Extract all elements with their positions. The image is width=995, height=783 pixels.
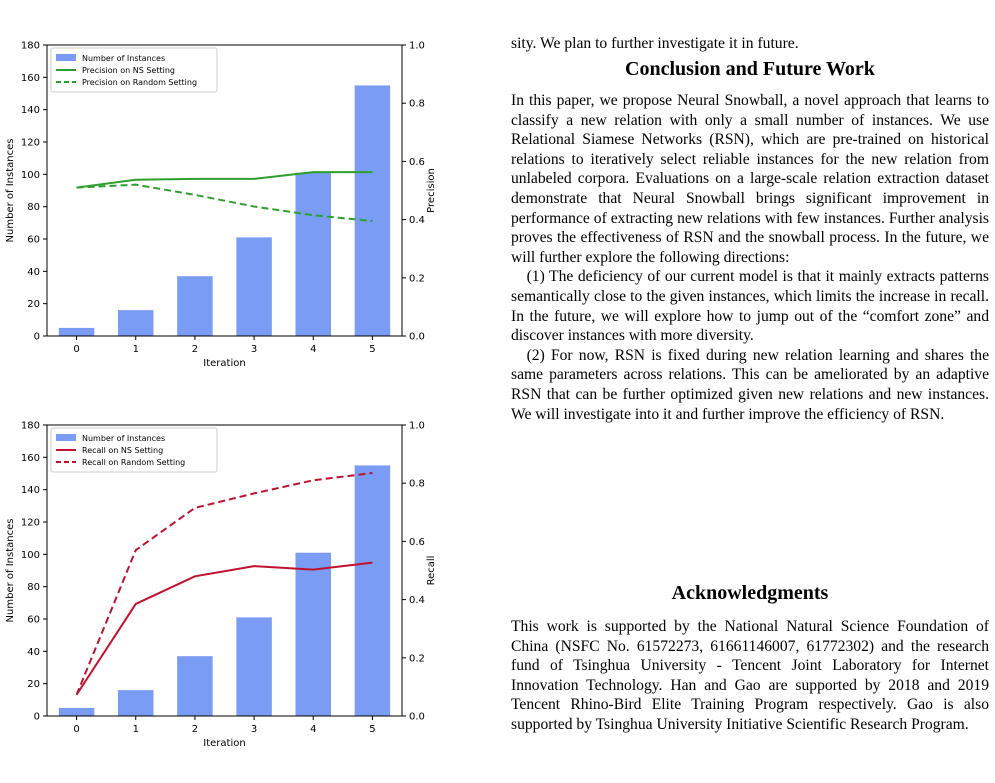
left-tick-label: 140: [20, 485, 40, 497]
legend-entry-label: Recall on Random Setting: [82, 458, 186, 467]
x-tick-label: 1: [132, 724, 139, 735]
right-tick-label: 0.8: [409, 98, 425, 110]
legend: [51, 428, 217, 472]
right-tick-label: 0.6: [409, 536, 425, 548]
conclusion-heading: Conclusion and Future Work: [625, 58, 875, 80]
right-tick-label: 0.0: [409, 711, 425, 723]
bar-iteration-1: [118, 310, 154, 336]
bar-iteration-5: [355, 85, 391, 336]
x-axis-label: Iteration: [203, 358, 246, 369]
x-tick-label: 3: [250, 724, 258, 735]
x-tick-label: 0: [73, 724, 80, 735]
x-tick-label: 4: [310, 724, 317, 735]
left-tick-label: 60: [27, 614, 40, 626]
right-tick-label: 0.2: [409, 273, 425, 285]
left-tick-label: 80: [27, 202, 40, 214]
conclusion-paragraph-1: In this paper, we propose Neural Snowball, a novel approach that learns to classify a new relation with only a small number of instances. We use Relational Siamese Networks (RSN), which are pre-trained on historical relations to iteratively select reliable instances for the new relation from unlabeled corpora. Evaluations on a large-scale relation extraction dataset demonstrate that Neural Snowball brings significant improvement in performance of extracting new relations with few instances. Further analysis proves the effectiveness of RSN and the snowball process. In the future, we will further explore the following directions:: [511, 92, 989, 266]
right-tick-label: 1.0: [409, 420, 425, 432]
x-tick-label: 2: [191, 724, 199, 735]
left-tick-label: 100: [20, 549, 40, 561]
left-tick-label: 20: [27, 679, 40, 691]
previous-paragraph-tail: [511, 34, 989, 54]
x-tick-label: 3: [250, 344, 258, 355]
bar-iteration-4: [296, 173, 332, 336]
acknowledgments-heading: Acknowledgments: [671, 582, 829, 604]
conclusion-paragraph-2: (1) The deficiency of our current model is that it mainly extracts patterns semantically close to the given instances, which limits the increase in recall. In the future, we will explore how to jump out of the “comfort zone” and discover instances with more diversity.: [511, 268, 989, 345]
left-tick-label: 60: [27, 234, 40, 246]
right-tick-label: 0.4: [409, 595, 425, 607]
bar-iteration-0: [59, 708, 94, 716]
legend-entry-label: Recall on NS Setting: [82, 446, 164, 455]
right-tick-label: 0.4: [409, 215, 425, 227]
x-tick-label: 4: [310, 344, 317, 355]
bar-iteration-1: [118, 690, 154, 716]
bar-iteration-3: [236, 617, 271, 716]
left-tick-label: 20: [27, 299, 40, 311]
left-tick-label: 180: [20, 40, 40, 52]
x-tick-label: 5: [369, 724, 376, 735]
x-tick-label: 5: [369, 344, 376, 355]
recall-chart: [0, 410, 470, 778]
legend-entry-label: Precision on NS Setting: [82, 66, 175, 75]
legend-swatch-bar: [56, 434, 76, 441]
right-tick-label: 1.0: [409, 40, 425, 52]
left-tick-label: 0: [33, 331, 40, 343]
x-tick-label: 2: [191, 344, 199, 355]
left-tick-label: 40: [27, 266, 40, 278]
x-axis-label: Iteration: [203, 738, 246, 749]
legend-entry-label: Precision on Random Setting: [82, 78, 198, 87]
right-tick-label: 0.0: [409, 331, 425, 343]
left-tick-label: 120: [20, 517, 40, 529]
left-tick-label: 160: [20, 452, 40, 464]
left-tick-label: 0: [33, 711, 40, 723]
bar-iteration-0: [59, 328, 94, 336]
right-tick-label: 0.8: [409, 478, 425, 490]
y2-axis-label: Precision: [426, 168, 437, 213]
y-axis-label: Number of Instances: [5, 138, 16, 243]
legend-entry-label: Number of Instances: [82, 434, 166, 443]
acknowledgments-paragraph: This work is supported by the National Natural Science Foundation of China (NSFC No. 61572273, 61661146007, 61772302) and the research fund of Tsinghua University - Tencent Joint Laboratory for Internet Innovation Technology. Han and Gao are supported by 2018 and 2019 Tencent Rhino-Bird Elite Training Program respectively. Gao is also supported by Tsinghua University Initiative Scientific Research Program.: [511, 618, 989, 733]
left-tick-label: 180: [20, 420, 40, 432]
y-axis-label: Number of Instances: [5, 518, 16, 623]
left-tick-label: 160: [20, 72, 40, 84]
precision-chart: [0, 30, 470, 375]
y2-axis-label: Recall: [426, 555, 437, 586]
bar-iteration-4: [296, 553, 332, 716]
recall-chart-svg: [0, 410, 470, 778]
conclusion-body: [511, 91, 989, 424]
conclusion-paragraph-3: (2) For now, RSN is fixed during new relation learning and shares the same parameters across relations. This can be ameliorated by an adaptive RSN that can be further optimized given new relations and new instances. We will investigate into it and further improve the efficiency of RSN.: [511, 346, 989, 423]
legend-entry-label: Number of Instances: [82, 54, 166, 63]
left-tick-label: 80: [27, 582, 40, 594]
bar-iteration-2: [177, 276, 213, 336]
left-tick-label: 40: [27, 646, 40, 658]
bar-iteration-2: [177, 656, 213, 716]
left-tick-label: 100: [20, 169, 40, 181]
legend-swatch-bar: [56, 54, 76, 61]
x-tick-label: 0: [73, 344, 80, 355]
bar-iteration-3: [236, 237, 271, 336]
legend: [51, 48, 217, 92]
x-tick-label: 1: [132, 344, 139, 355]
right-tick-label: 0.6: [409, 156, 425, 168]
top-line: sity. We plan to further investigate it in future.: [511, 35, 799, 52]
right-tick-label: 0.2: [409, 653, 425, 665]
bar-iteration-5: [355, 465, 391, 716]
left-tick-label: 140: [20, 105, 40, 117]
left-tick-label: 120: [20, 137, 40, 149]
precision-chart-svg: [0, 30, 470, 375]
acknowledgments-body: [511, 617, 989, 735]
